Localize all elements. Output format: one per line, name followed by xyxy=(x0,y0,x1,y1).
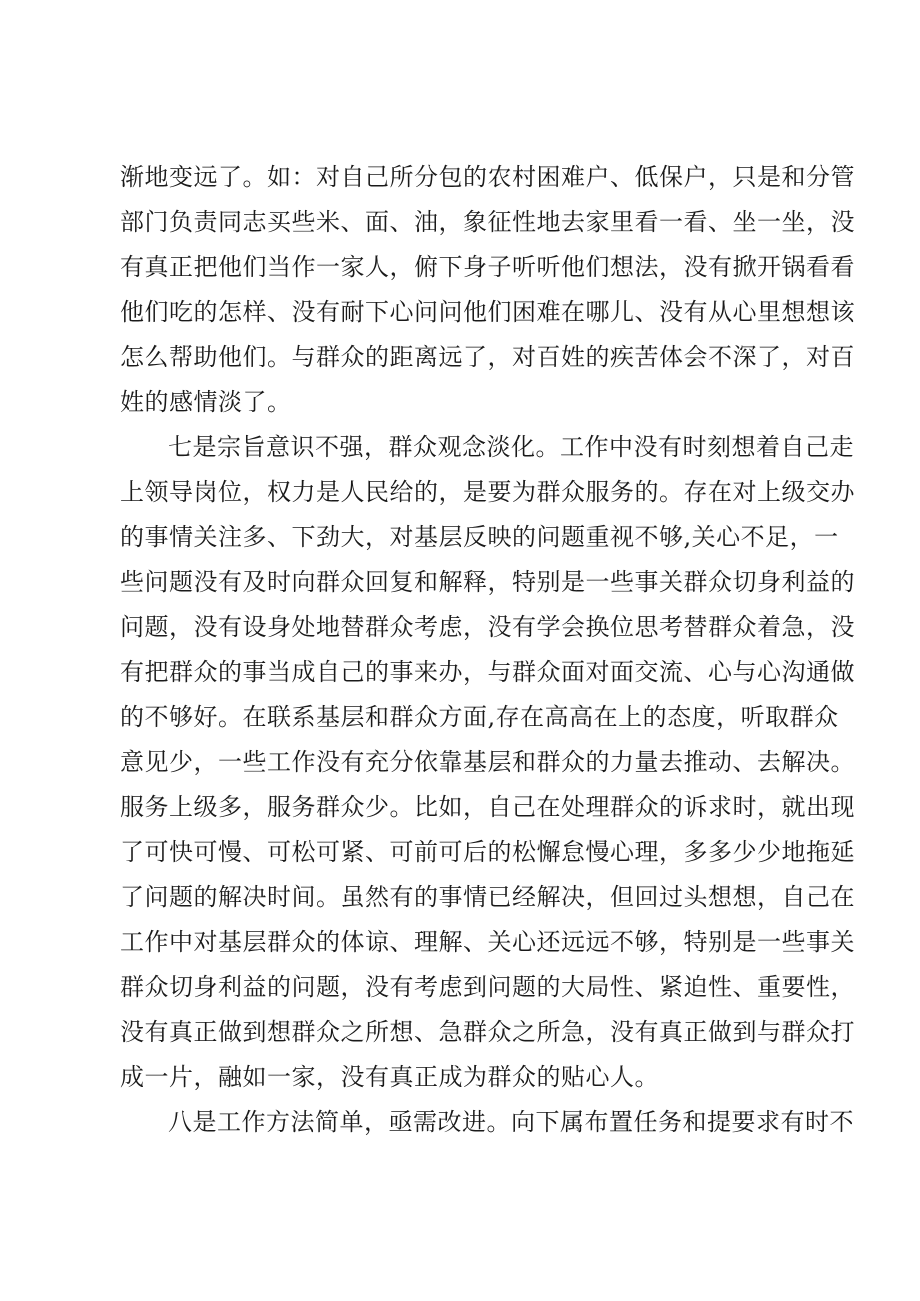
text-line: 些问题没有及时向群众回复和解释，特别是一些事关群众切身利益的 xyxy=(120,568,855,596)
text-line: 意见少，一些工作没有充分依靠基层和群众的力量去推动、去解决。 xyxy=(120,748,855,776)
text-line: 有真正把他们当作一家人，俯下身子听听他们想法，没有掀开锅看看 xyxy=(120,253,855,281)
text-line: 他们吃的怎样、没有耐下心问问他们困难在哪儿、没有从心里想想该 xyxy=(120,298,855,326)
text-line: 没有真正做到想群众之所想、急群众之所急，没有真正做到与群众打 xyxy=(120,1018,855,1046)
text-line: 的不够好。在联系基层和群众方面,存在高高在上的态度，听取群众 xyxy=(120,703,839,731)
text-line: 的事情关注多、下劲大，对基层反映的问题重视不够,关心不足，一 xyxy=(120,523,839,551)
text-line: 有把群众的事当成自己的事来办，与群众面对面交流、心与心沟通做 xyxy=(120,658,855,686)
paragraph-2 xyxy=(120,425,855,1100)
text-line: 八是工作方法简单，亟需改进。向下属布置任务和提要求有时不 xyxy=(168,1108,854,1136)
text-line: 七是宗旨意识不强，群众观念淡化。工作中没有时刻想着自己走 xyxy=(168,433,854,461)
text-line: 姓的感情淡了。 xyxy=(120,388,292,416)
text-line: 问题，没有设身处地替群众考虑，没有学会换位思考替群众着急，没 xyxy=(120,613,855,641)
text-line: 怎么帮助他们。与群众的距离远了，对百姓的疾苦体会不深了，对百 xyxy=(120,343,855,371)
text-line: 服务上级多，服务群众少。比如，自己在处理群众的诉求时，就出现 xyxy=(120,793,855,821)
text-line: 了问题的解决时间。虽然有的事情已经解决，但回过头想想，自己在 xyxy=(120,883,855,911)
paragraph-1 xyxy=(120,155,855,425)
text-line: 上领导岗位，权力是人民给的，是要为群众服务的。存在对上级交办 xyxy=(120,478,855,506)
text-line: 了可快可慢、可松可紧、可前可后的松懈怠慢心理，多多少少地拖延 xyxy=(120,838,855,866)
text-line: 渐地变远了。如：对自己所分包的农村困难户、低保户，只是和分管 xyxy=(120,163,855,191)
text-line: 成一片，融如一家，没有真正成为群众的贴心人。 xyxy=(120,1063,659,1091)
paragraph-3 xyxy=(120,1100,854,1145)
text-line: 部门负责同志买些米、面、油，象征性地去家里看一看、坐一坐，没 xyxy=(120,208,855,236)
text-line: 工作中对基层群众的体谅、理解、关心还远远不够，特别是一些事关 xyxy=(120,928,855,956)
text-line: 群众切身利益的问题，没有考虑到问题的大局性、紧迫性、重要性， xyxy=(120,973,855,1001)
